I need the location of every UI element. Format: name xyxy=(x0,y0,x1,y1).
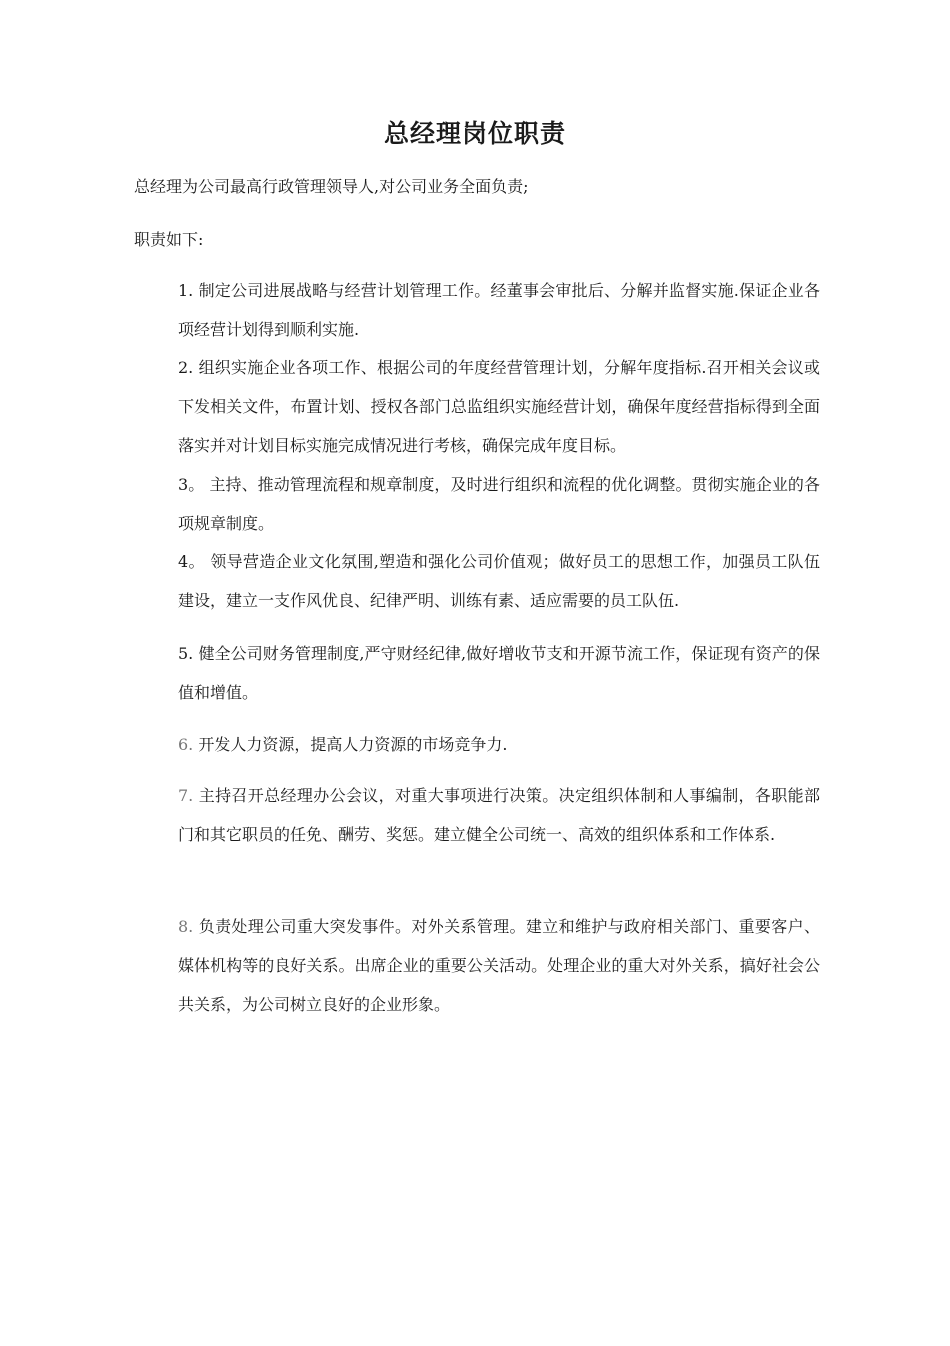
duty-item-4 xyxy=(178,542,820,620)
duty-number: 2. xyxy=(178,358,194,377)
duty-number: 4。 xyxy=(178,552,205,571)
duty-text: 开发人力资源，提高人力资源的市场竞争力. xyxy=(198,735,508,754)
duty-number: 8. xyxy=(178,917,194,936)
duties-label: 职责如下: xyxy=(134,230,204,249)
duty-item-5 xyxy=(178,634,820,712)
duty-item-8 xyxy=(178,907,820,1024)
duty-text: 主持召开总经理办公会议，对重大事项进行决策。决定组织体制和人事编制，各职能部门和其它职员的任免、酬劳、奖惩。建立健全公司统一、高效的组织体系和工作体系. xyxy=(178,786,820,844)
duty-text: 领导营造企业文化氛围,塑造和强化公司价值观；做好员工的思想工作，加强员工队伍建设，建立一支作风优良、纪律严明、训练有素、适应需要的员工队伍. xyxy=(178,552,821,610)
duty-number: 7. xyxy=(178,786,194,805)
duty-number: 3。 xyxy=(178,475,205,494)
duty-text: 组织实施企业各项工作、根据公司的年度经营管理计划，分解年度指标.召开相关会议或下发相关文件，布置计划、授权各部门总监组织实施经营计划，确保年度经营指标得到全面落实并对计划目标实施完成情况进行考核，确保完成年度目标。 xyxy=(178,358,820,455)
document-title: 总经理岗位职责 xyxy=(383,119,566,148)
duty-number: 5. xyxy=(178,644,194,663)
duty-text: 主持、推动管理流程和规章制度，及时进行组织和流程的优化调整。贯彻实施企业的各项规章制度。 xyxy=(178,475,820,533)
duty-number: 1. xyxy=(178,281,194,300)
duty-item-6 xyxy=(178,725,820,764)
duty-item-1 xyxy=(178,271,820,349)
duty-number: 6. xyxy=(178,735,194,754)
duty-text: 负责处理公司重大突发事件。对外关系管理。建立和维护与政府相关部门、重要客户、媒体机构等的良好关系。出席企业的重要公关活动。处理企业的重大对外关系，搞好社会公共关系，为公司树立良好的企业形象。 xyxy=(178,917,820,1014)
duty-text: 健全公司财务管理制度,严守财经纪律,做好增收节支和开源节流工作，保证现有资产的保值和增值。 xyxy=(178,644,820,702)
duty-item-2 xyxy=(178,348,820,465)
duty-text: 制定公司进展战略与经营计划管理工作。经董事会审批后、分解并监督实施.保证企业各项经营计划得到顺利实施. xyxy=(178,281,820,339)
duty-item-7 xyxy=(178,776,820,854)
intro-paragraph: 总经理为公司最高行政管理领导人,对公司业务全面负责; xyxy=(134,177,529,196)
duty-item-3 xyxy=(178,465,820,543)
